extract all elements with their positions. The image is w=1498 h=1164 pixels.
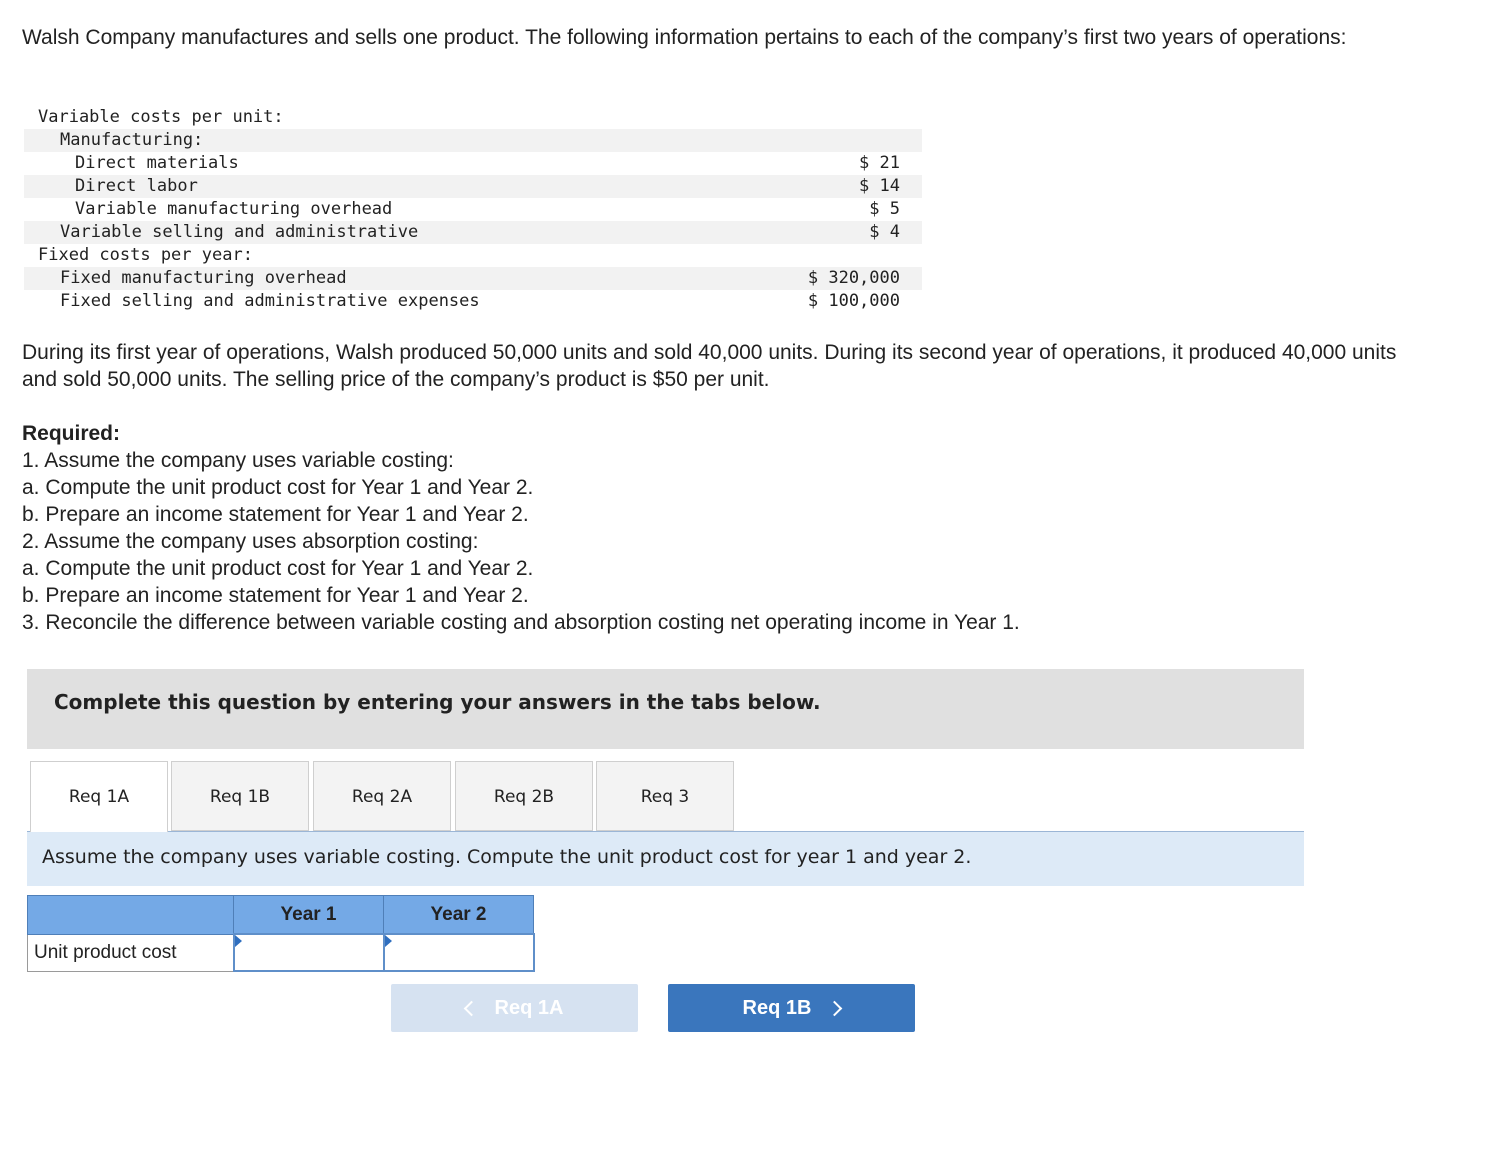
tab-req-2a[interactable]: Req 2A <box>313 761 451 831</box>
cost-row-manufacturing-header <box>24 129 922 152</box>
direct-materials-label: Direct materials <box>75 153 239 173</box>
required-line: a. Compute the unit product cost for Year 1 and Year 2. <box>22 476 534 499</box>
tab-req-1a[interactable]: Req 1A <box>30 761 168 832</box>
unit-product-cost-row <box>28 934 534 971</box>
direct-materials-value: $ 21 <box>859 153 900 173</box>
unit-product-cost-label: Unit product cost <box>28 934 234 971</box>
manufacturing-header: Manufacturing: <box>60 130 204 150</box>
intro-text: Walsh Company manufactures and sells one product. The following information pertains to each of the company’s first two years of operations: <box>22 26 1347 49</box>
fixed-sga-value: $ 100,000 <box>807 291 900 311</box>
year-2-cell <box>384 934 534 971</box>
required-line: 2. Assume the company uses absorption costing: <box>22 530 479 553</box>
header-year-1: Year 1 <box>234 896 384 935</box>
tab-req-2b[interactable]: Req 2B <box>455 761 593 831</box>
year-1-unit-cost-input[interactable] <box>235 935 383 970</box>
next-req-label: Req 1B <box>742 996 812 1019</box>
direct-labor-label: Direct labor <box>75 176 198 196</box>
cost-row-fixed-header <box>24 244 922 267</box>
year-2-unit-cost-input[interactable] <box>385 935 533 970</box>
chevron-left-icon <box>463 1000 479 1016</box>
cost-row-direct-materials <box>24 152 922 175</box>
answer-table <box>27 895 535 972</box>
variable-mfg-overhead-value: $ 5 <box>869 199 900 219</box>
complete-prompt-box <box>27 669 1304 749</box>
input-flag-icon <box>385 935 392 947</box>
fixed-mfg-overhead-label: Fixed manufacturing overhead <box>60 268 347 288</box>
year-1-cell <box>234 934 384 971</box>
required-line: 1. Assume the company uses variable costing: <box>22 449 454 472</box>
fixed-mfg-overhead-value: $ 320,000 <box>807 268 900 288</box>
required-section <box>22 420 1020 636</box>
required-line: 3. Reconcile the difference between variable costing and absorption costing net operating income in Year 1. <box>22 611 1020 634</box>
cost-data-table <box>24 106 922 313</box>
answer-header-row <box>28 896 534 935</box>
complete-prompt-text: Complete this question by entering your answers in the tabs below. <box>54 690 821 714</box>
variable-costs-header: Variable costs per unit: <box>38 107 284 127</box>
variable-sga-label: Variable selling and administrative <box>60 222 419 242</box>
variable-sga-value: $ 4 <box>869 222 900 242</box>
header-blank-cell <box>28 896 234 935</box>
tab-req-1b[interactable]: Req 1B <box>171 761 309 831</box>
direct-labor-value: $ 14 <box>859 176 900 196</box>
cost-row-variable-sga <box>24 221 922 244</box>
fixed-sga-label: Fixed selling and administrative expenses <box>60 291 480 311</box>
cost-row-variable-mfg-overhead <box>24 198 922 221</box>
cost-row-variable-header <box>24 106 922 129</box>
required-line: a. Compute the unit product cost for Year 1 and Year 2. <box>22 557 534 580</box>
operations-text: During its first year of operations, Walsh produced 50,000 units and sold 40,000 units. During its second year of operations, it produced 40,000 units and sold 50,000 units. The selling price of the company’s product is $50 per unit. <box>22 341 1397 391</box>
instruction-bar <box>27 832 1304 886</box>
variable-mfg-overhead-label: Variable manufacturing overhead <box>75 199 393 219</box>
cost-row-fixed-sga <box>24 290 922 313</box>
required-line: b. Prepare an income statement for Year 1 and Year 2. <box>22 584 529 607</box>
cost-row-direct-labor <box>24 175 922 198</box>
prev-req-button[interactable] <box>391 984 638 1032</box>
input-flag-icon <box>235 935 242 947</box>
next-req-button[interactable] <box>668 984 915 1032</box>
prev-req-label: Req 1A <box>494 996 564 1019</box>
required-title: Required: <box>22 422 121 445</box>
fixed-costs-header: Fixed costs per year: <box>38 245 253 265</box>
tab-req-3[interactable]: Req 3 <box>596 761 734 831</box>
chevron-right-icon <box>827 1000 843 1016</box>
required-line: b. Prepare an income statement for Year 1 and Year 2. <box>22 503 529 526</box>
header-year-2: Year 2 <box>384 896 534 935</box>
cost-row-fixed-mfg-overhead <box>24 267 922 290</box>
instruction-text: Assume the company uses variable costing. Compute the unit product cost for year 1 and year 2. <box>42 846 972 868</box>
